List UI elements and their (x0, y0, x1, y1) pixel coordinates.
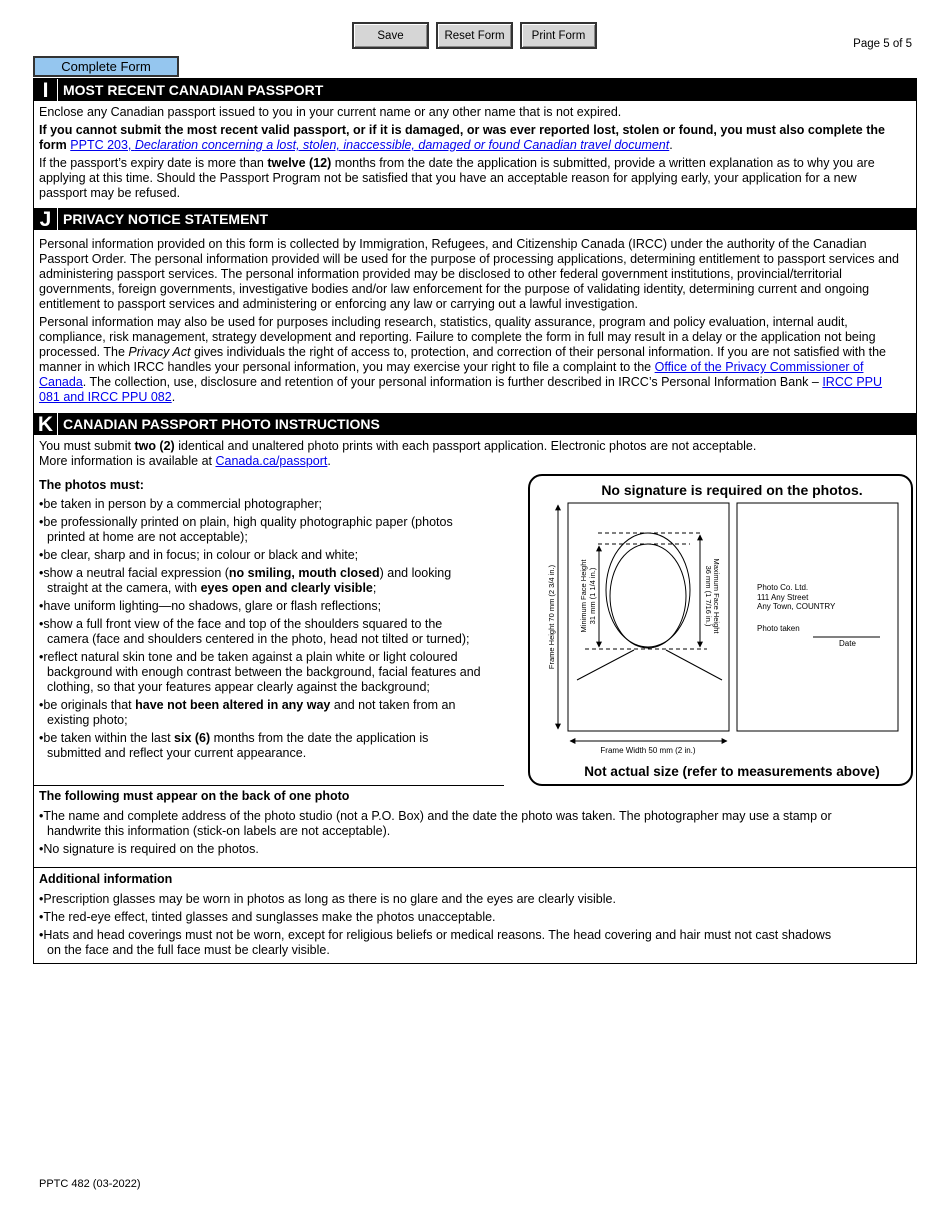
max-face-value: 36 mm (1 7/16 in.) (704, 565, 713, 627)
bold-text: If you cannot submit the most recent valid passport, or if it is damaged, or was ever reported lost, stolen or found, you must also complete the form (39, 123, 885, 152)
back-of-photo-list (39, 809, 906, 857)
section-letter: K (34, 413, 58, 435)
list-item: • The name and complete address of the photo studio (not a P.O. Box) and the date the photo was taken. The photographer may use a stamp or handwrite this information (stick-on labels are not acceptable). (39, 809, 836, 839)
section-i-body (39, 105, 906, 201)
photo-requirements (39, 478, 484, 764)
back-of-photo-section (39, 789, 906, 860)
paragraph: Enclose any Canadian passport issued to you in your current name or any other name that is not expired. (39, 105, 622, 119)
list-item: • Hats and head coverings must not be worn, except for religious beliefs or medical reasons. The head covering and hair must not cast shadows on the face and the full face must be clearly visible. (39, 928, 836, 958)
section-title: MOST RECENT CANADIAN PASSPORT (63, 81, 324, 98)
back-of-photo-heading: The following must appear on the back of one photo (39, 789, 350, 803)
list-item: • be clear, sharp and in focus; in colour or black and white; (39, 548, 484, 563)
pptc-203-link[interactable]: PPTC 203, Declaration concerning a lost, stolen, inaccessible, damaged or found Canadian travel document (70, 138, 670, 152)
section-k-intro (39, 439, 906, 469)
photo-taken-label: Photo taken (757, 624, 800, 633)
form-number: PPTC 482 (03-2022) (39, 1178, 141, 1190)
divider (34, 785, 504, 786)
list-item: • reflect natural skin tone and be taken against a plain white or light coloured background with enough contrast between the background, facial features and clothing, so that your features appear clearly against the background; (39, 650, 484, 695)
privacy-commissioner-link[interactable]: Office of the Privacy Commissioner of Canada (39, 360, 864, 389)
frame-width-label: Frame Width 50 mm (2 in.) (600, 746, 696, 755)
section-title: PRIVACY NOTICE STATEMENT (63, 210, 269, 227)
photo-requirements-list (39, 497, 484, 761)
studio-town: Any Town, COUNTRY (757, 602, 836, 611)
additional-information-heading: Additional information (39, 872, 173, 886)
section-j-header (34, 208, 916, 230)
photo-specification-diagram (528, 474, 913, 786)
list-item: • have uniform lighting—no shadows, glare or flash reflections; (39, 599, 484, 614)
list-item: • No signature is required on the photos. (39, 842, 836, 857)
no-signature-note: No signature is required on the photos. (601, 482, 863, 498)
photo-diagram-svg (530, 476, 911, 784)
form-toolbar (352, 22, 597, 49)
paragraph: Personal information provided on this form is collected by Immigration, Refugees, and Citizenship Canada (IRCC) under the authority of the Canadian Passport Order. The personal information provided will be used for the purpose of processing applications, determining entitlement to passport services and administering passport services. The personal information provided may be disclosed to other federal government institutions, provincial/territorial governments, foreign governments, investigative bodies and/or law enforcement for the purpose of validating identity, determining current and ongoing entitlement to passport services and administering or enforcing any law or carrying out a lawful investigation. (39, 237, 899, 311)
paragraph: You must submit two (2) identical and unaltered photo prints with each passport application. Electronic photos are not acceptable. More information is available at Canada.ca/passport. (39, 439, 757, 468)
section-i-header (34, 79, 916, 101)
paragraph: Personal information may also be used for purposes including research, statistics, quality assurance, program and policy evaluation, internal audit, compliance, risk management, strategy development and reporting. Failure to complete the form in full may result in a delay or the application not being processed. The Privacy Act gives individuals the right of access to, protection, and correction of their personal information. If you are not satisfied with the manner in which IRCC handles your personal information, you may exercise your right to file a complaint to the Office of the Privacy Commissioner of Canada. The collection, use, disclosure and retention of your personal information is further described in IRCC’s Personal Information Bank – IRCC PPU 081 and IRCC PPU 082. (39, 315, 887, 404)
section-letter: J (34, 208, 58, 230)
reset-form-button[interactable]: Reset Form (436, 22, 513, 49)
print-form-button[interactable]: Print Form (520, 22, 597, 49)
date-label: Date (839, 639, 856, 648)
max-face-label: Maximum Face Height (712, 558, 721, 634)
section-letter: I (34, 79, 58, 101)
min-face-label: Minimum Face Height (579, 559, 588, 633)
list-item: • Prescription glasses may be worn in photos as long as there is no glare and the eyes are clearly visible. (39, 892, 836, 907)
canada-passport-link[interactable]: Canada.ca/passport (215, 454, 328, 468)
list-item: • be taken within the last six (6) months from the date the application is submitted and reflect your current appearance. (39, 731, 484, 761)
min-face-value: 31 mm (1 1/4 in.) (588, 567, 597, 625)
list-item: • show a neutral facial expression (no smiling, mouth closed) and looking straight at the camera, with eyes open and clearly visible; (39, 566, 484, 596)
studio-street: 111 Any Street (757, 593, 809, 602)
complete-form-tab[interactable]: Complete Form (33, 56, 179, 77)
divider (34, 867, 916, 868)
list-item: • be professionally printed on plain, high quality photographic paper (photos printed at home are not acceptable); (39, 515, 484, 545)
section-j-body (39, 237, 906, 405)
additional-information-list (39, 892, 906, 958)
save-button[interactable]: Save (352, 22, 429, 49)
frame-height-label: Frame Height 70 mm (2 3/4 in.) (547, 564, 556, 670)
not-actual-size-note: Not actual size (refer to measurements above) (584, 764, 880, 779)
list-item: • show a full front view of the face and top of the shoulders squared to the camera (face and shoulders centered in the photo, head not tilted or turned); (39, 617, 484, 647)
studio-name: Photo Co. Ltd. (757, 583, 809, 592)
photos-must-heading: The photos must: (39, 478, 144, 492)
ircc-ppu-link[interactable]: IRCC PPU 081 and IRCC PPU 082 (39, 375, 883, 404)
list-item: • be taken in person by a commercial photographer; (39, 497, 484, 512)
form-page (33, 78, 917, 964)
list-item: • The red-eye effect, tinted glasses and sunglasses make the photos unacceptable. (39, 910, 836, 925)
paragraph: If you cannot submit the most recent valid passport, or if it is damaged, or was ever reported lost, stolen or found, you must also complete the form PPTC 203, Declaration concerning a lost, stolen, inaccessible, damaged or found Canadian travel document. (39, 123, 885, 152)
paragraph: If the passport’s expiry date is more than twelve (12) months from the date the application is submitted, provide a written explanation as to why you are applying at this time. Should the Passport Program not be satisfied that you have an acceptable reason for applying early, your application for a new passport may be refused. (39, 156, 875, 200)
section-title: CANADIAN PASSPORT PHOTO INSTRUCTIONS (63, 415, 380, 432)
photo-back-frame (737, 503, 898, 731)
list-item: • be originals that have not been altered in any way and not taken from an existing photo; (39, 698, 484, 728)
additional-information-section (39, 872, 906, 961)
page-number: Page 5 of 5 (853, 38, 912, 50)
section-k-header (34, 413, 916, 435)
